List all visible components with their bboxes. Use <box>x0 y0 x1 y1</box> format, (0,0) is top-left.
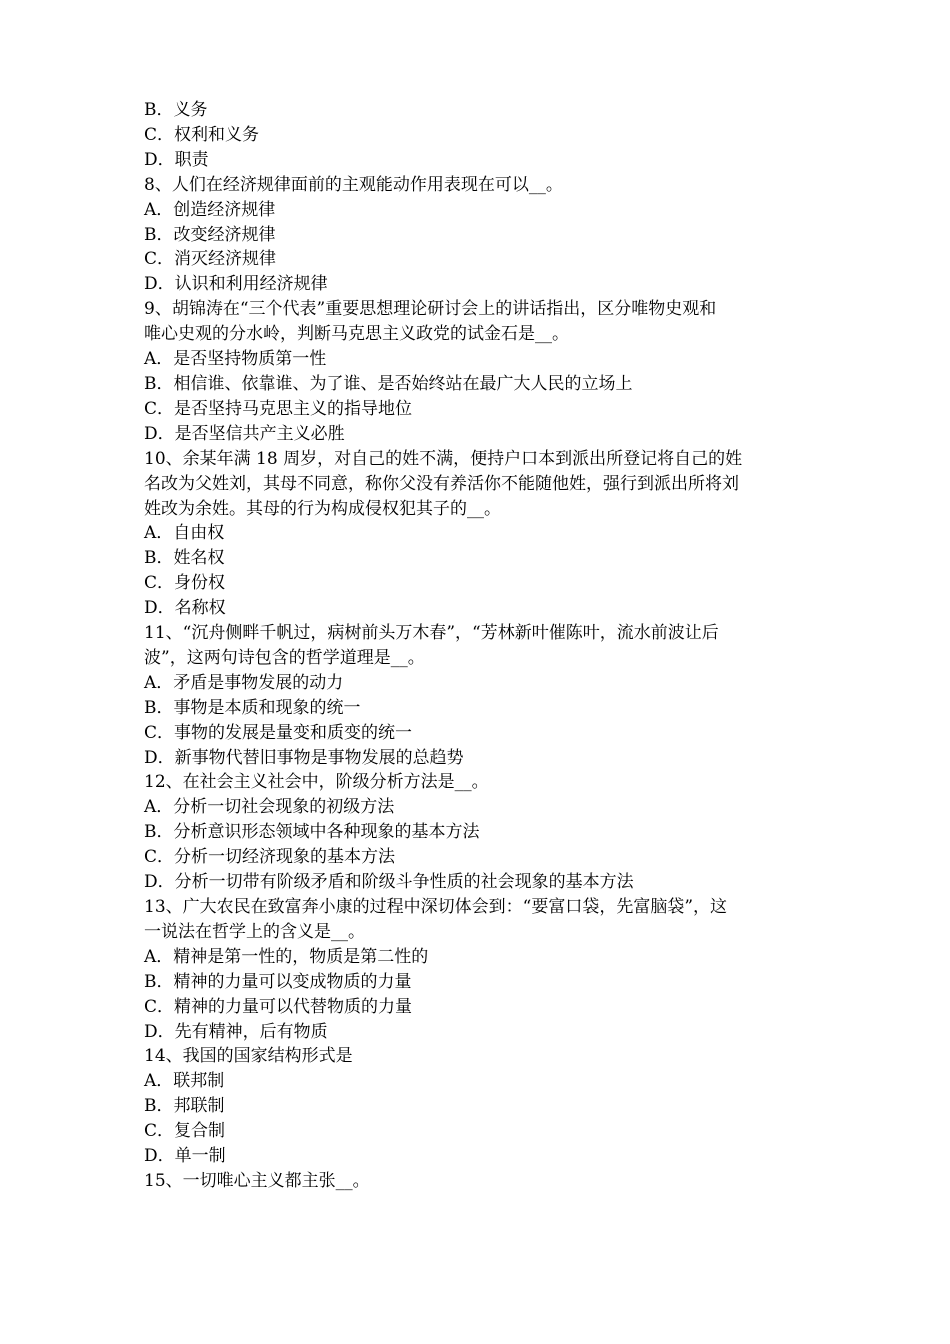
text-line: D．分析一切带有阶级矛盾和阶级斗争性质的社会现象的基本方法 <box>144 872 634 893</box>
text-line: B．义务 <box>144 100 208 120</box>
text-line: C．分析一切经济现象的基本方法 <box>144 847 396 868</box>
text-line: B．精神的力量可以变成物质的力量 <box>144 971 412 992</box>
text-line: A．自由权 <box>144 523 225 544</box>
text-line: C．权利和义务 <box>144 124 260 145</box>
text-line: A．是否坚持物质第一性 <box>144 349 327 370</box>
question-13: 13、广大农民在致富奔小康的过程中深切体会到：“要富口袋，先富脑袋”，这 <box>144 897 728 917</box>
text-line: A．矛盾是事物发展的动力 <box>144 672 344 693</box>
question-8: 8、人们在经济规律面前的主观能动作用表现在可以__。 <box>144 174 563 195</box>
text-line: B．邦联制 <box>144 1096 225 1117</box>
text-line: C．事物的发展是量变和质变的统一 <box>144 722 413 743</box>
text-line: A．分析一切社会现象的初级方法 <box>144 797 395 818</box>
text-line: D．是否坚信共产主义必胜 <box>144 423 345 444</box>
text-line: D．单一制 <box>144 1146 226 1167</box>
text-line: D．名称权 <box>144 598 226 619</box>
text-line: B．改变经济规律 <box>144 224 276 245</box>
text-line: A．创造经济规律 <box>144 199 276 220</box>
text-line: D．先有精神，后有物质 <box>144 1021 328 1042</box>
question-9: 9、胡锦涛在“三个代表”重要思想理论研讨会上的讲话指出，区分唯物史观和 <box>144 299 717 320</box>
question-15: 15、一切唯心主义都主张__。 <box>144 1170 370 1191</box>
text-line: B．相信谁、依靠谁、为了谁、是否始终站在最广大人民的立场上 <box>144 373 633 394</box>
text-line: C．身份权 <box>144 573 226 594</box>
text-line: C．复合制 <box>144 1121 226 1142</box>
text-line: 姓改为余姓。其母的行为构成侵权犯其子的__。 <box>144 498 501 519</box>
text-line: 唯心史观的分水岭，判断马克思主义政党的试金石是__。 <box>144 324 569 345</box>
text-line: 一说法在哲学上的含义是__。 <box>144 921 365 942</box>
text-line: C．精神的力量可以代替物质的力量 <box>144 996 413 1017</box>
text-line: B．事物是本质和现象的统一 <box>144 697 361 718</box>
question-14: 14、我国的国家结构形式是 <box>144 1046 353 1067</box>
text-line: B．分析意识形态领域中各种现象的基本方法 <box>144 822 480 843</box>
text-line: D．认识和利用经济规律 <box>144 274 328 295</box>
document-page <box>144 98 816 1194</box>
question-10: 10、余某年满 18 周岁，对自己的姓不满，便持户口本到派出所登记将自己的姓 <box>144 448 743 469</box>
text-line: B．姓名权 <box>144 548 225 569</box>
text-line: 名改为父姓刘，其母不同意，称你父没有养活你不能随他姓，强行到派出所将刘 <box>144 473 739 494</box>
text-line: C．是否坚持马克思主义的指导地位 <box>144 398 413 419</box>
text-line: D．职责 <box>144 149 209 170</box>
text-line: A．联邦制 <box>144 1071 225 1092</box>
text-line: 波”，这两句诗包含的哲学道理是__。 <box>144 647 425 668</box>
text-line: D．新事物代替旧事物是事物发展的总趋势 <box>144 747 464 768</box>
text-line: C．消灭经济规律 <box>144 249 277 270</box>
question-12: 12、在社会主义社会中，阶级分析方法是__。 <box>144 772 489 793</box>
text-line: A．精神是第一性的，物质是第二性的 <box>144 946 429 967</box>
question-11: 11、“沉舟侧畔千帆过，病树前头万木春”，“芳林新叶催陈叶，流水前波让后 <box>144 623 719 644</box>
